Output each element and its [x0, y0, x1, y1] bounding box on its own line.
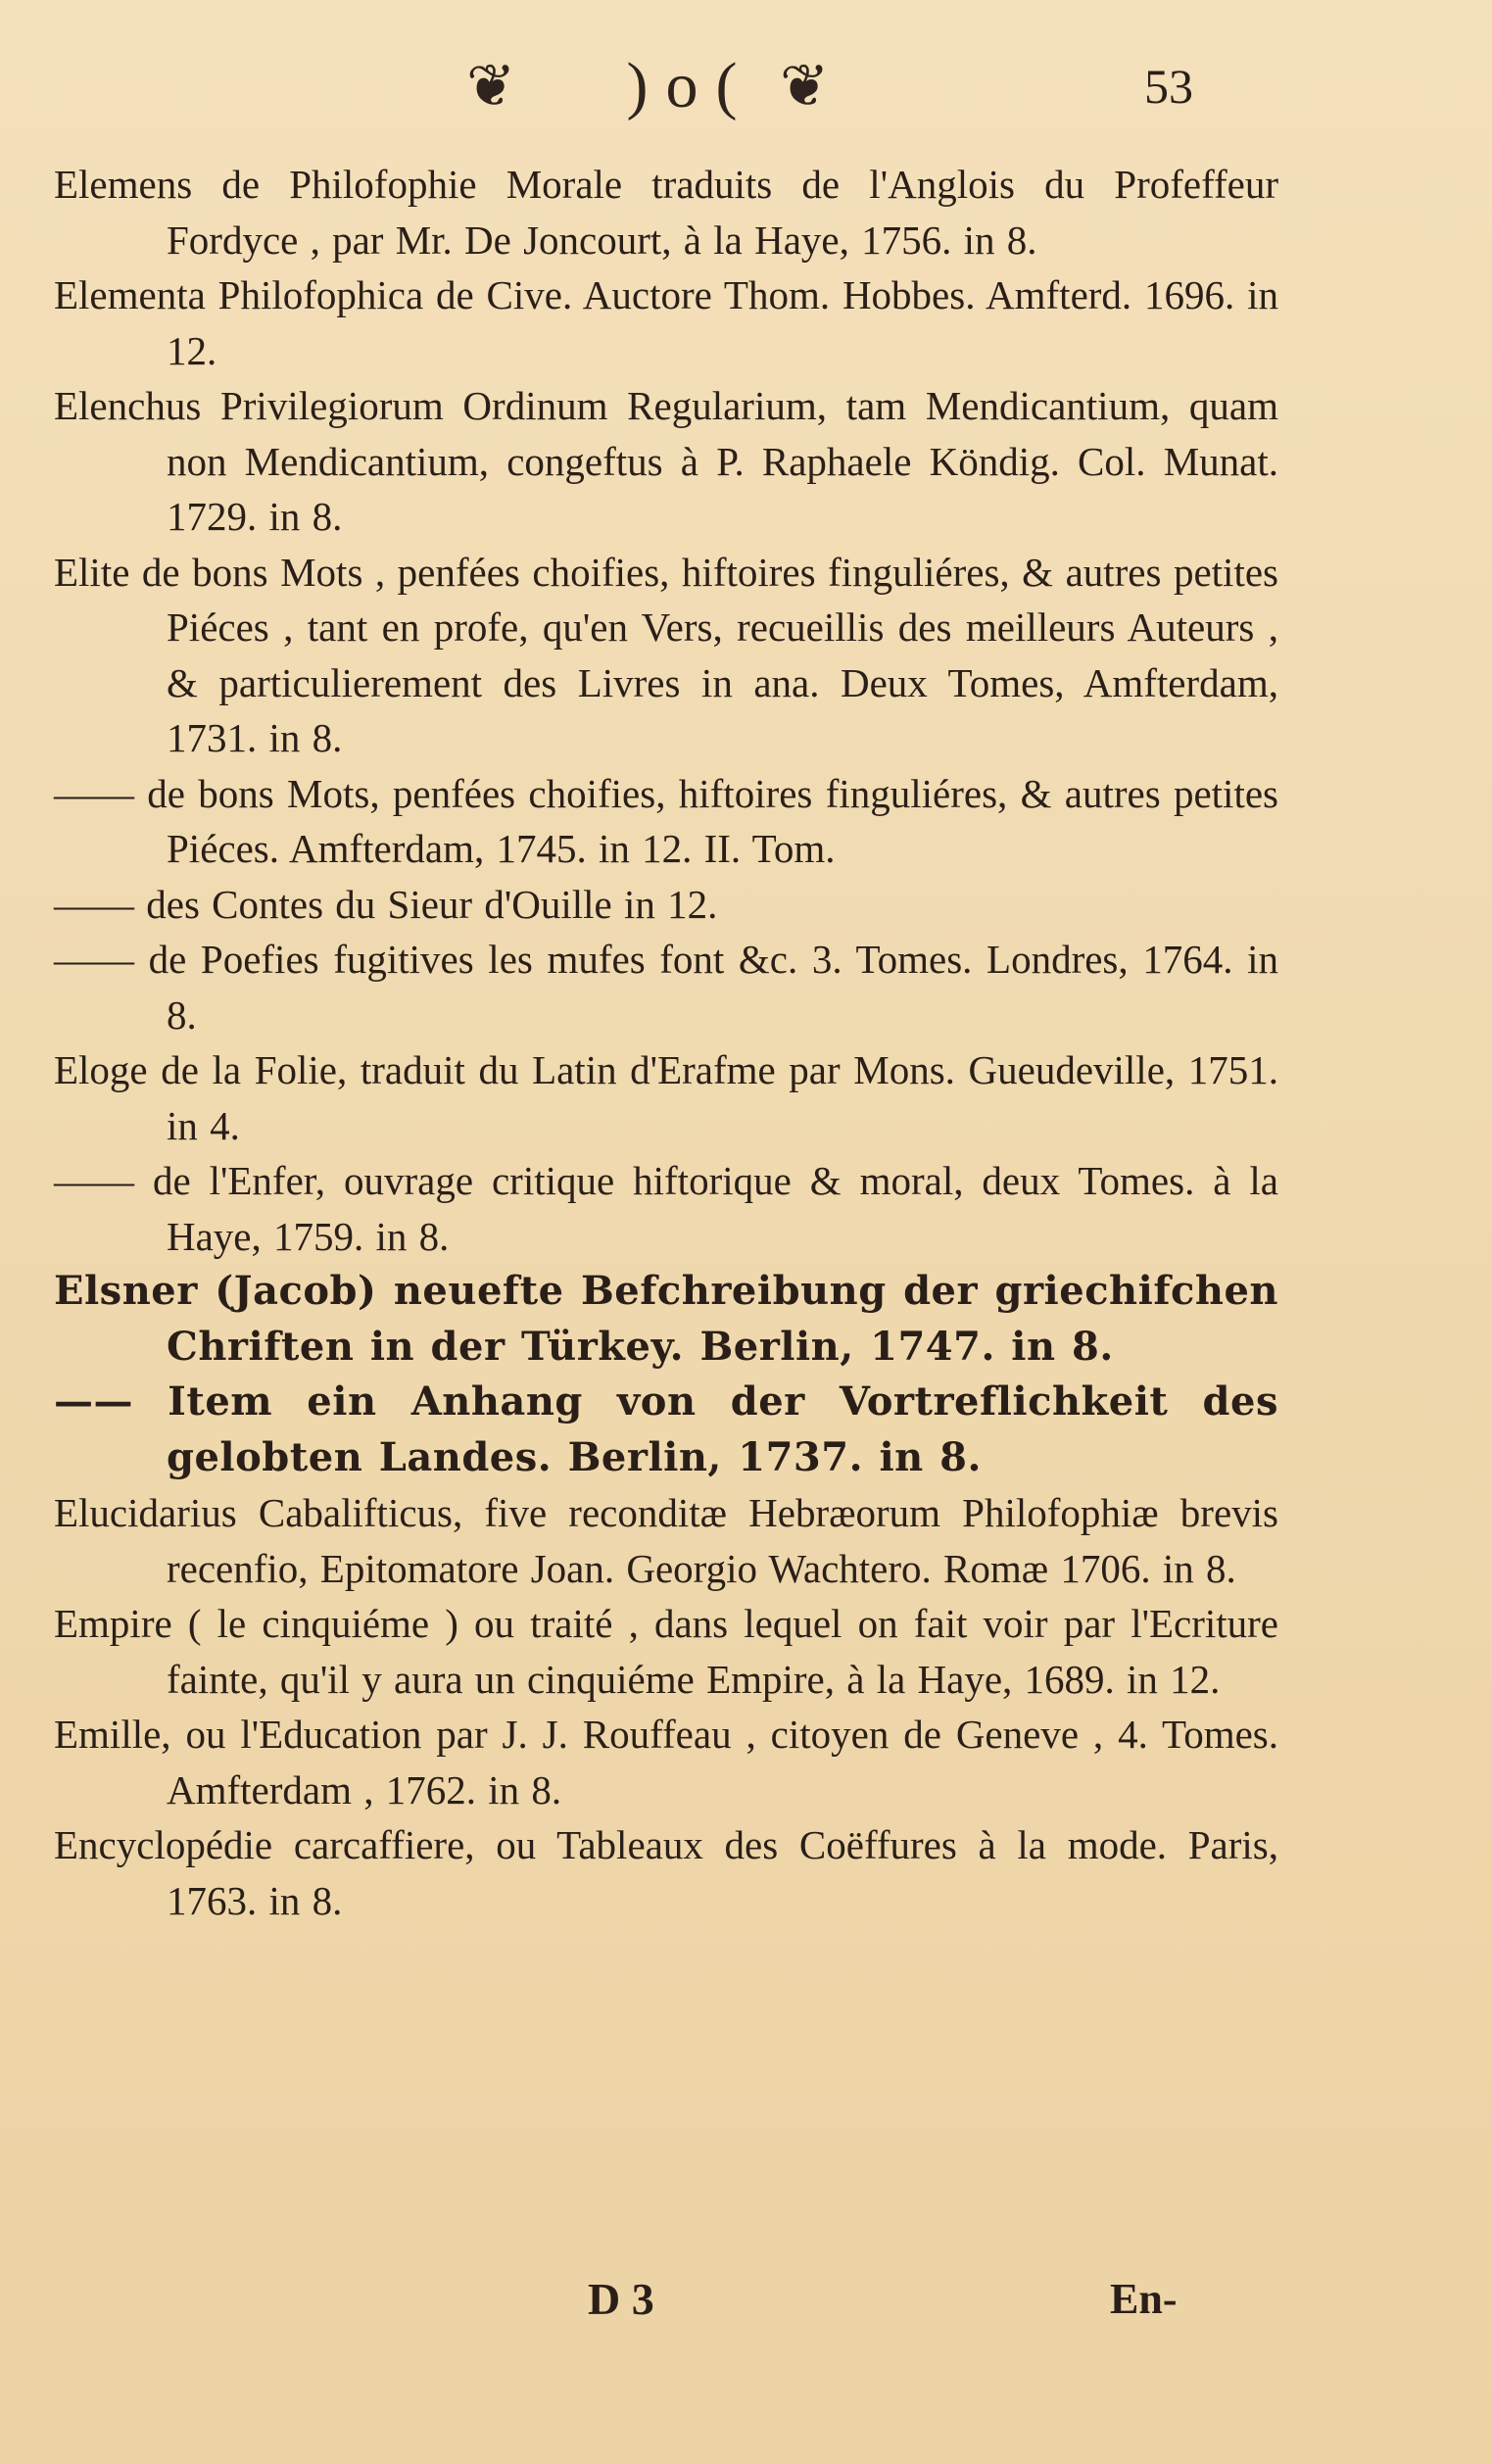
page-number: 53 — [1144, 59, 1193, 114]
catalog-entry: Elsner (Jacob) neuefte Befchreibung der griechifchen Chriften in der Türkey. Berlin, 1747. in 8. — [54, 1268, 1278, 1370]
catalog-entry: Encyclopédie carcaffiere, ou Tableaux des Coëffures à la mode. Paris, 1763. in 8. — [54, 1822, 1278, 1923]
catalog-entries — [54, 157, 1278, 1928]
ornament-center: )o( — [626, 50, 755, 121]
catalog-entry: Empire ( le cinquiéme ) ou traité , dans lequel on fait voir par l'Ecriture fainte, qu'il y aura un cinquiéme Empire, à la Haye, 1689. in 12. — [54, 1601, 1278, 1702]
catalog-entry: Elenchus Privilegiorum Ordinum Regularium, tam Mendicantium, quam non Mendicantium, congeftus à P. Raphaele Köndig. Col. Munat. 1729. in 8. — [54, 383, 1278, 539]
catalog-entry: Elite de bons Mots , penfées choifies, hiftoires finguliéres, & autres petites Piéces , tant en profe, qu'en Vers, recueillis des meilleurs Auteurs , & particulierement des Livres in ana. Deux Tomes, Amfterdam, 1731. in 8. — [54, 549, 1278, 760]
catalog-entry: Elementa Philofophica de Cive. Auctore Thom. Hobbes. Amfterd. 1696. in 12. — [54, 272, 1278, 373]
catalog-entry: Elemens de Philofophie Morale traduits de l'Anglois du Profeffeur Fordyce , par Mr. De Joncourt, à la Haye, 1756. in 8. — [54, 162, 1278, 263]
page-header — [0, 47, 1492, 125]
catalog-entry: —— de bons Mots, penfées choifies, hiftoires finguliéres, & autres petites Piéces. Amfterdam, 1745. in 12. II. Tom. — [54, 770, 1278, 871]
catalog-entry: —— de l'Enfer, ouvrage critique hiftorique & moral, deux Tomes. à la Haye, 1759. in 8. — [54, 1158, 1278, 1259]
catalog-entry: Eloge de la Folie, traduit du Latin d'Erafme par Mons. Gueudeville, 1751. in 4. — [54, 1047, 1278, 1148]
catalog-entry: Elucidarius Cabalifticus, five reconditæ Hebræorum Philofophiæ brevis recenfio, Epitomatore Joan. Georgio Wachtero. Romæ 1706. in 8. — [54, 1490, 1278, 1591]
signature-mark: D 3 — [588, 2274, 654, 2324]
ornament-left-icon: ❦ — [466, 54, 516, 119]
catalog-entry: —— des Contes du Sieur d'Ouille in 12. — [54, 881, 718, 927]
page-footer — [0, 2265, 1492, 2334]
catalog-entry: —— de Poefies fugitives les mufes font &c. 3. Tomes. Londres, 1764. in 8. — [54, 937, 1278, 1038]
ornament-right-icon: ❦ — [780, 54, 830, 119]
catalog-entry: Emille, ou l'Education par J. J. Rouffeau , citoyen de Geneve , 4. Tomes. Amfterdam , 1762. in 8. — [54, 1712, 1278, 1812]
catalog-entry: —— Item ein Anhang von der Vortreflichkeit des gelobten Landes. Berlin, 1737. in 8. — [54, 1378, 1278, 1480]
catchword: En- — [1110, 2275, 1178, 2323]
